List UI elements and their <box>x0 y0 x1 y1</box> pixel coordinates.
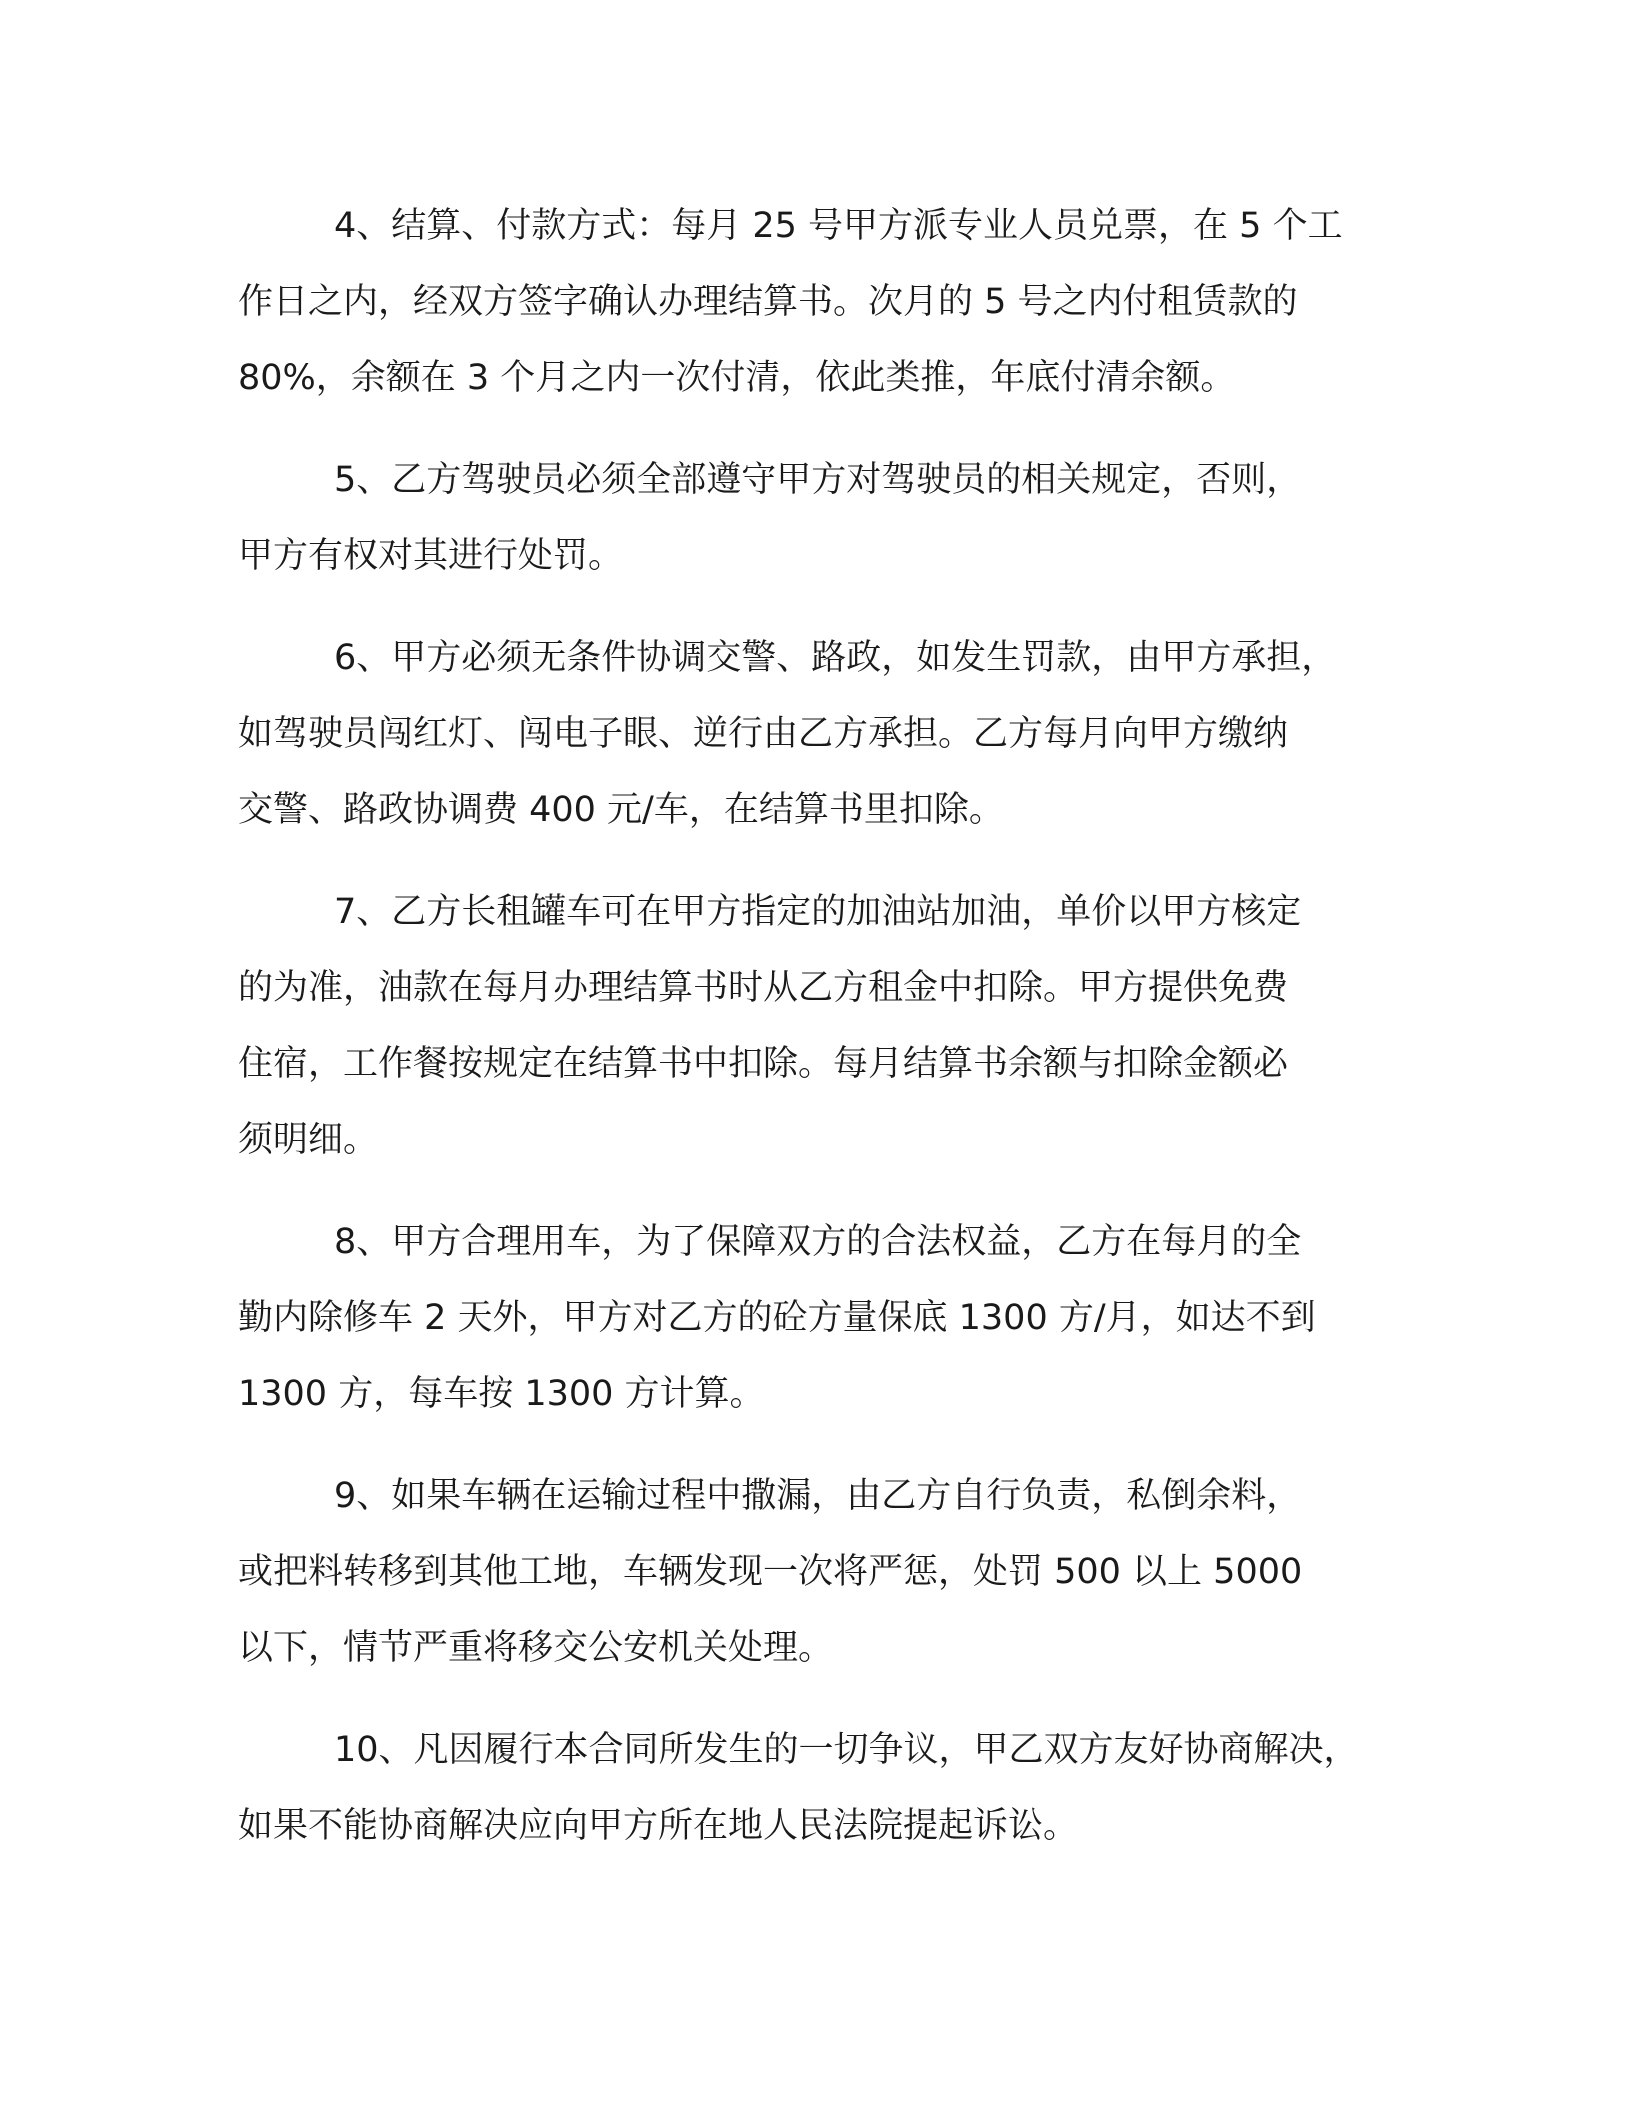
clause-line: 作日之内，经双方签字确认办理结算书。次月的 5 号之内付租赁款的 <box>238 282 1298 322</box>
clause-line: 勤内除修车 2 天外，甲方对乙方的砼方量保底 1300 方/月，如达不到 <box>238 1298 1316 1338</box>
clause-7 <box>238 874 1408 1178</box>
clause-line: 的为准，油款在每月办理结算书时从乙方租金中扣除。甲方提供免费 <box>238 968 1289 1008</box>
clause-line: 6、甲方必须无条件协调交警、路政，如发生罚款，由甲方承担， <box>334 638 1337 678</box>
clause-line: 以下，情节严重将移交公安机关处理。 <box>238 1628 834 1668</box>
clause-5 <box>238 442 1408 594</box>
clause-line: 交警、路政协调费 400 元/车，在结算书里扣除。 <box>238 790 1004 830</box>
paragraph-gap <box>238 1432 1408 1458</box>
clause-line: 10、凡因履行本合同所发生的一切争议，甲乙双方友好协商解决， <box>334 1730 1359 1770</box>
clause-line: 4、结算、付款方式：每月 25 号甲方派专业人员兑票，在 5 个工 <box>334 206 1343 246</box>
clause-line: 1300 方，每车按 1300 方计算。 <box>238 1374 765 1414</box>
clause-6 <box>238 620 1408 848</box>
paragraph-gap <box>238 848 1408 874</box>
clause-line: 9、如果车辆在运输过程中撒漏，由乙方自行负责，私倒余料， <box>334 1476 1302 1516</box>
clause-line: 7、乙方长租罐车可在甲方指定的加油站加油，单价以甲方核定 <box>334 892 1302 932</box>
paragraph-gap <box>238 1686 1408 1712</box>
clause-line: 8、甲方合理用车，为了保障双方的合法权益，乙方在每月的全 <box>334 1222 1302 1262</box>
clause-line: 须明细。 <box>238 1120 379 1160</box>
paragraph-gap <box>238 416 1408 442</box>
clause-8 <box>238 1204 1408 1432</box>
clause-10 <box>238 1712 1408 1864</box>
clause-9 <box>238 1458 1408 1686</box>
clause-line: 80%，余额在 3 个月之内一次付清，依此类推，年底付清余额。 <box>238 358 1236 398</box>
contract-body <box>238 188 1408 1864</box>
clause-4 <box>238 188 1408 416</box>
clause-line: 住宿，工作餐按规定在结算书中扣除。每月结算书余额与扣除金额必 <box>238 1044 1289 1084</box>
clause-line: 如果不能协商解决应向甲方所在地人民法院提起诉讼。 <box>238 1806 1079 1846</box>
clause-line: 如驾驶员闯红灯、闯电子眼、逆行由乙方承担。乙方每月向甲方缴纳 <box>238 714 1289 754</box>
clause-line: 或把料转移到其他工地，车辆发现一次将严惩，处罚 500 以上 5000 <box>238 1552 1303 1592</box>
clause-line: 5、乙方驾驶员必须全部遵守甲方对驾驶员的相关规定，否则， <box>334 460 1302 500</box>
clause-line: 甲方有权对其进行处罚。 <box>238 536 624 576</box>
paragraph-gap <box>238 1178 1408 1204</box>
paragraph-gap <box>238 594 1408 620</box>
